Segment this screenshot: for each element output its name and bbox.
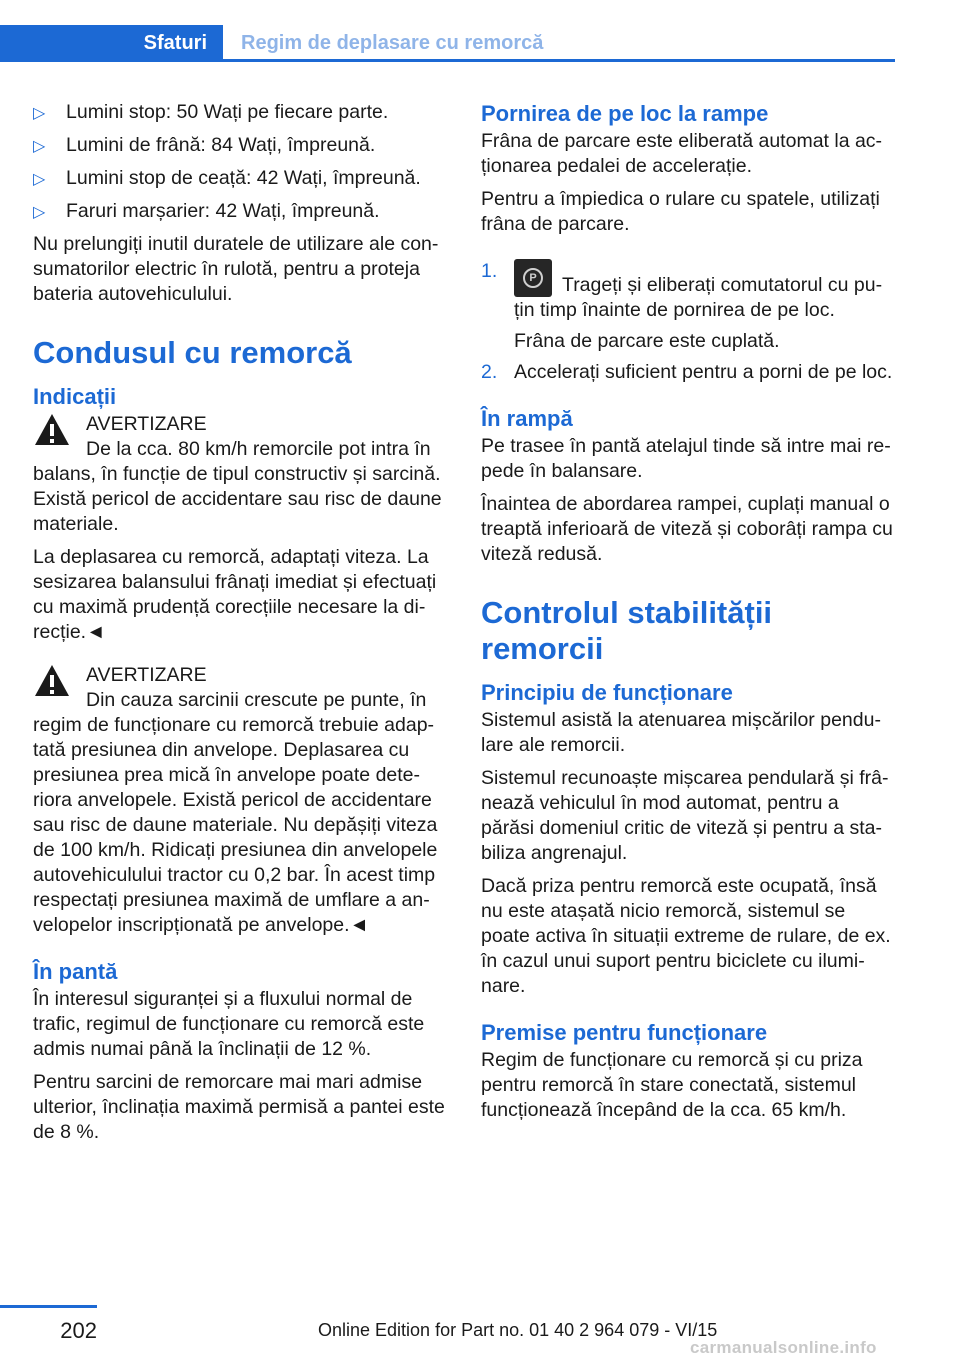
list-item: [33, 199, 448, 224]
step-item: [481, 360, 896, 385]
subheading-pornire: Pornirea de pe loc la rampe: [481, 101, 769, 126]
speed-paragraph: La deplasarea cu remorcă, adaptați viteza. La sesizarea balansului frânați imediat și efectuați cu maximă prudență corecțiile necesare la di‐recție.◄: [33, 546, 437, 643]
premise-paragraph: Regim de funcționare cu remorcă și cu priza pentru remorcă în stare conectată, sistemul funcționează începând de la cca. 65 km/h.: [481, 1049, 863, 1121]
rampa-paragraph: Pe trasee în pantă atelajul tinde să intre mai re‐pede în balansare.: [481, 435, 891, 482]
warning-text-body: De la cca. 80 km/h remorcile pot intra în balans, în funcție de tipul constructiv și sarcină. Există pericol de accidentare sau risc de daune materiale.: [33, 438, 442, 535]
principiu-paragraph: Sistemul asistă la atenuarea mișcărilor pendu‐lare ale remorcii.: [481, 709, 881, 756]
panta-paragraph: În interesul siguranței și a fluxului normal de trafic, regimul de funcționare cu remorcă este admis numai până la înclinații de 12 %.: [33, 988, 425, 1060]
step-text: Accelerați suficient pentru a porni de pe loc.: [514, 361, 893, 383]
subheading-premise: Premise pentru funcționare: [481, 1020, 768, 1045]
intro-paragraph: Nu prelungiți inutil duratele de utilizare ale con‐sumatorilor electric în rulotă, pentru a proteja bateria autovehiculului.: [33, 233, 439, 305]
step-item: [481, 259, 896, 354]
triangle-bullet-icon: ▷: [33, 204, 46, 221]
edition-text: Online Edition for Part no. 01 40 2 964 079 - VI/15: [318, 1320, 718, 1340]
page-number: 202: [60, 1318, 97, 1343]
step-result: Frâna de parcare este cuplată.: [514, 330, 780, 352]
warning-block: [33, 412, 448, 537]
bullet-text: Faruri marșarier: 42 Wați, împreună.: [66, 200, 380, 222]
subheading-indicatii: Indicații: [33, 384, 117, 409]
pornire-paragraph: Frâna de parcare este eliberată automat la ac‐ționarea pedalei de accelerație.: [481, 130, 883, 177]
list-item: [33, 166, 448, 191]
principiu-paragraph: Dacă priza pentru remorcă este ocupată, însă nu este atașată nicio remorcă, sistemul se poate activa în situații extreme de rulare, de ex. în cazul unui suport pentru biciclete cu ilumi‐nare.: [481, 875, 891, 997]
bullet-text: Lumini de frână: 84 Wați, împreună.: [66, 134, 376, 156]
warning-triangle-icon: [33, 412, 71, 447]
section-heading-towing: Condusul cu remorcă: [33, 335, 352, 370]
pornire-paragraph: Pentru a împiedica o rulare cu spatele, utilizați frâna de parcare.: [481, 188, 880, 235]
watermark: carmanualsonline.info: [690, 1338, 877, 1357]
warning-triangle-icon: [33, 663, 71, 698]
step-number: 2.: [481, 361, 498, 383]
panta-paragraph: Pentru sarcini de remorcare mai mari admise ulterior, înclinația maximă permisă a pantei este de 8 %.: [33, 1071, 445, 1143]
section-heading-stability: Controlul stabilității remorcii: [481, 595, 773, 666]
step-text: Trageți și eliberați comutatorul cu pu‐țin timp înainte de pornirea de pe loc.: [514, 274, 883, 321]
page-title: Regim de deplasare cu remorcă: [241, 32, 544, 54]
triangle-bullet-icon: ▷: [33, 171, 46, 188]
bullet-text: Lumini stop de ceață: 42 Wați, împreună.: [66, 167, 421, 189]
triangle-bullet-icon: ▷: [33, 105, 46, 122]
subheading-rampa: În rampă: [481, 406, 573, 431]
list-item: [33, 133, 448, 158]
rampa-paragraph: Înaintea de abordarea rampei, cuplați manual o treaptă inferioară de viteză și coborâți rampa cu viteză redusă.: [481, 493, 893, 565]
warning-text: [33, 688, 448, 938]
warning-title: AVERTIZARE: [86, 664, 207, 686]
subheading-principiu: Principiu de funcționare: [481, 680, 733, 705]
left-column: [33, 100, 448, 1153]
warning-block: [33, 663, 448, 938]
warning-text-body: Din cauza sarcinii crescute pe punte, în regim de funcționare cu remorcă trebuie adap‐tată presiunea din anvelope. Deplasarea cu presiunea prea mică în anvelope poate dete‐riora anvelopele. Există pericol de accidentare sau risc de daune materiale. Nu depășiți viteza de 100 km/h. Ridicați presiunea din anvelopele autovehiculului tractor cu 0,2 bar. În acest timp respectați presiunea maximă de umflare a an‐velopelor inscripționată pe anvelope.◄: [33, 689, 438, 936]
step-number: 1.: [481, 260, 498, 282]
header-rule: [0, 59, 895, 62]
section-tab: Sfaturi: [0, 25, 223, 61]
page-header: [0, 25, 895, 61]
subheading-panta: În pantă: [33, 959, 118, 984]
bullet-text: Lumini stop: 50 Wați pe fiecare parte.: [66, 101, 389, 123]
triangle-bullet-icon: ▷: [33, 138, 46, 155]
list-item: [33, 100, 448, 125]
warning-text: [33, 437, 448, 537]
principiu-paragraph: Sistemul recunoaște mișcarea pendulară și frâ‐nează vehiculul în mod automat, pentru a părăsi domeniul critic de viteză și pentru a sta‐biliza angrenajul.: [481, 767, 889, 864]
parking-brake-button-icon: P: [514, 259, 552, 297]
footer-rule: [0, 1305, 97, 1308]
warning-title: AVERTIZARE: [86, 413, 207, 435]
right-column: [481, 100, 896, 1131]
